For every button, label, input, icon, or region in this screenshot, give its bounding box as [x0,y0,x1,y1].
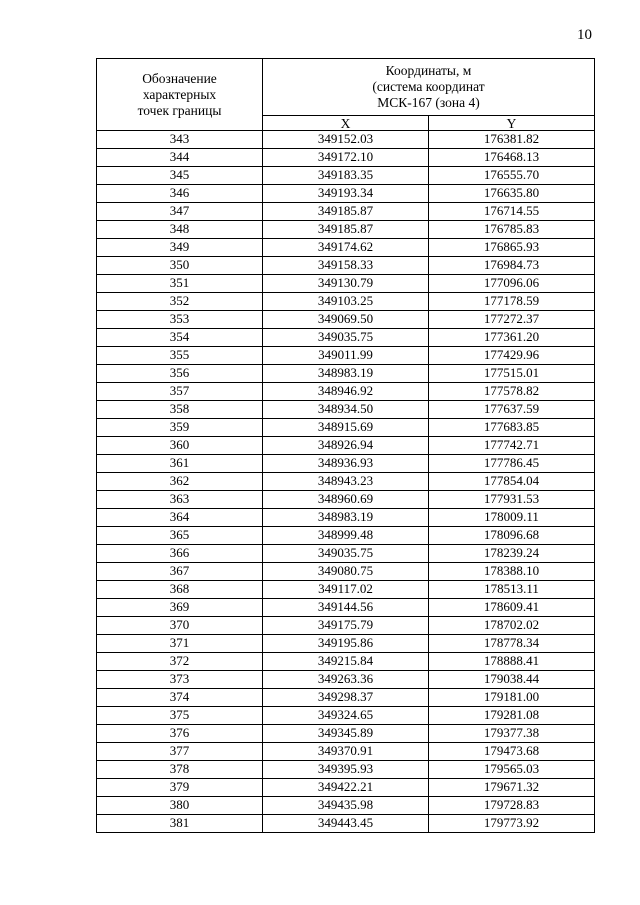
table-row [97,743,595,761]
x-coordinate-cell: 348934.50 [263,401,429,419]
table-row [97,455,595,473]
y-coordinate-cell: 176785.83 [429,221,595,239]
table-row [97,563,595,581]
y-coordinate-cell: 178239.24 [429,545,595,563]
y-coordinate-cell: 177742.71 [429,437,595,455]
point-id-cell: 377 [97,743,263,761]
y-coordinate-cell: 176984.73 [429,257,595,275]
point-id-cell: 350 [97,257,263,275]
table-row [97,761,595,779]
x-coordinate-cell: 349345.89 [263,725,429,743]
point-id-cell: 373 [97,671,263,689]
point-id-cell: 358 [97,401,263,419]
point-id-cell: 357 [97,383,263,401]
table-row [97,599,595,617]
point-id-cell: 359 [97,419,263,437]
x-coordinate-cell: 349117.02 [263,581,429,599]
point-id-cell: 365 [97,527,263,545]
point-id-cell: 363 [97,491,263,509]
point-id-cell: 352 [97,293,263,311]
table-row [97,419,595,437]
x-coordinate-cell: 348943.23 [263,473,429,491]
x-coordinate-cell: 348946.92 [263,383,429,401]
y-coordinate-cell: 178388.10 [429,563,595,581]
y-coordinate-cell: 179281.08 [429,707,595,725]
x-coordinate-cell: 349035.75 [263,329,429,347]
x-coordinate-cell: 349130.79 [263,275,429,293]
table-body [97,131,595,833]
y-coordinate-cell: 179473.68 [429,743,595,761]
coordinates-table [96,58,595,833]
point-id-cell: 380 [97,797,263,815]
y-coordinate-cell: 177578.82 [429,383,595,401]
point-label-line: характерных [142,86,217,102]
x-coordinate-cell: 349183.35 [263,167,429,185]
x-coordinate-cell: 348915.69 [263,419,429,437]
table-row [97,545,595,563]
table-row [97,815,595,833]
y-coordinate-cell: 179038.44 [429,671,595,689]
x-coordinate-cell: 349103.25 [263,293,429,311]
y-coordinate-cell: 176635.80 [429,185,595,203]
table-row [97,203,595,221]
x-coordinate-cell: 349035.75 [263,545,429,563]
y-coordinate-cell: 178096.68 [429,527,595,545]
x-coordinate-cell: 349435.98 [263,797,429,815]
point-id-cell: 375 [97,707,263,725]
table-row [97,149,595,167]
y-coordinate-cell: 176381.82 [429,131,595,149]
point-id-cell: 344 [97,149,263,167]
x-coordinate-cell: 349395.93 [263,761,429,779]
table-row [97,473,595,491]
table-row [97,581,595,599]
point-id-cell: 376 [97,725,263,743]
coordinates-header-line: (система координат [372,79,485,94]
x-coordinate-cell: 349080.75 [263,563,429,581]
table-row [97,365,595,383]
y-coordinate-cell: 176865.93 [429,239,595,257]
y-coordinate-cell: 179377.38 [429,725,595,743]
point-id-cell: 360 [97,437,263,455]
x-coordinate-cell: 348926.94 [263,437,429,455]
x-coordinate-cell: 349195.86 [263,635,429,653]
x-coordinate-cell: 348960.69 [263,491,429,509]
y-coordinate-cell: 177931.53 [429,491,595,509]
y-coordinate-cell: 177361.20 [429,329,595,347]
x-coordinate-cell: 348936.93 [263,455,429,473]
y-coordinate-cell: 177515.01 [429,365,595,383]
table-row [97,401,595,419]
y-coordinate-cell: 178702.02 [429,617,595,635]
point-id-cell: 356 [97,365,263,383]
table-row [97,167,595,185]
table-row [97,239,595,257]
point-id-cell: 366 [97,545,263,563]
point-id-cell: 348 [97,221,263,239]
x-coordinate-cell: 349152.03 [263,131,429,149]
point-label-header [97,59,263,131]
coordinates-header-line: МСК-167 (зона 4) [377,95,480,110]
table-row [97,491,595,509]
point-id-cell: 361 [97,455,263,473]
x-coordinate-cell: 349370.91 [263,743,429,761]
y-coordinate-cell: 177096.06 [429,275,595,293]
point-id-cell: 362 [97,473,263,491]
x-coordinate-cell: 349263.36 [263,671,429,689]
table-row [97,689,595,707]
point-id-cell: 371 [97,635,263,653]
table-row [97,347,595,365]
table-row [97,185,595,203]
y-coordinate-cell: 179728.83 [429,797,595,815]
x-coordinate-cell: 349193.34 [263,185,429,203]
point-id-cell: 374 [97,689,263,707]
point-id-cell: 351 [97,275,263,293]
coordinates-header-line: Координаты, м [385,63,472,78]
x-coordinate-cell: 349298.37 [263,689,429,707]
y-coordinate-cell: 177683.85 [429,419,595,437]
table-row [97,509,595,527]
point-id-cell: 347 [97,203,263,221]
point-id-cell: 372 [97,653,263,671]
x-coordinate-cell: 349443.45 [263,815,429,833]
y-coordinate-cell: 176555.70 [429,167,595,185]
x-coordinate-cell: 349069.50 [263,311,429,329]
point-id-cell: 370 [97,617,263,635]
table-row [97,311,595,329]
table-row [97,707,595,725]
x-coordinate-cell: 349185.87 [263,203,429,221]
table-row [97,797,595,815]
table-row [97,275,595,293]
table-row [97,437,595,455]
table-row [97,671,595,689]
point-id-cell: 381 [97,815,263,833]
y-coordinate-cell: 179181.00 [429,689,595,707]
x-coordinate-cell: 349175.79 [263,617,429,635]
point-id-cell: 378 [97,761,263,779]
coordinates-header [263,59,595,116]
table-row [97,779,595,797]
x-coordinate-cell: 349324.65 [263,707,429,725]
x-coordinate-cell: 349422.21 [263,779,429,797]
y-coordinate-cell: 177272.37 [429,311,595,329]
point-id-cell: 349 [97,239,263,257]
point-id-cell: 379 [97,779,263,797]
table-row [97,221,595,239]
y-coordinate-cell: 178609.41 [429,599,595,617]
table-row [97,383,595,401]
y-coordinate-cell: 177429.96 [429,347,595,365]
y-column-header: Y [429,116,595,131]
y-coordinate-cell: 177178.59 [429,293,595,311]
x-coordinate-cell: 349158.33 [263,257,429,275]
y-coordinate-cell: 179671.32 [429,779,595,797]
y-coordinate-cell: 177637.59 [429,401,595,419]
x-coordinate-cell: 349215.84 [263,653,429,671]
point-id-cell: 369 [97,599,263,617]
y-coordinate-cell: 179565.03 [429,761,595,779]
x-column-header: X [263,116,429,131]
x-coordinate-cell: 348983.19 [263,509,429,527]
point-id-cell: 343 [97,131,263,149]
table-row [97,653,595,671]
point-id-cell: 354 [97,329,263,347]
x-coordinate-cell: 349174.62 [263,239,429,257]
y-coordinate-cell: 177854.04 [429,473,595,491]
table-row [97,617,595,635]
y-coordinate-cell: 178888.41 [429,653,595,671]
table-row [97,131,595,149]
page-number: 10 [577,27,592,43]
table-row [97,725,595,743]
point-label-line: Обозначение [142,70,217,86]
table-row [97,635,595,653]
x-coordinate-cell: 348983.19 [263,365,429,383]
point-id-cell: 345 [97,167,263,185]
y-coordinate-cell: 178778.34 [429,635,595,653]
point-id-cell: 364 [97,509,263,527]
y-coordinate-cell: 176714.55 [429,203,595,221]
point-id-cell: 346 [97,185,263,203]
y-coordinate-cell: 178009.11 [429,509,595,527]
point-label-line: точек границы [137,102,222,118]
table-row [97,527,595,545]
y-coordinate-cell: 179773.92 [429,815,595,833]
x-coordinate-cell: 349011.99 [263,347,429,365]
table-row [97,329,595,347]
x-coordinate-cell: 349185.87 [263,221,429,239]
y-coordinate-cell: 176468.13 [429,149,595,167]
point-id-cell: 353 [97,311,263,329]
y-coordinate-cell: 178513.11 [429,581,595,599]
point-id-cell: 367 [97,563,263,581]
x-coordinate-cell: 349172.10 [263,149,429,167]
x-coordinate-cell: 348999.48 [263,527,429,545]
y-coordinate-cell: 177786.45 [429,455,595,473]
table-row [97,257,595,275]
x-coordinate-cell: 349144.56 [263,599,429,617]
point-id-cell: 368 [97,581,263,599]
table-row [97,293,595,311]
point-id-cell: 355 [97,347,263,365]
